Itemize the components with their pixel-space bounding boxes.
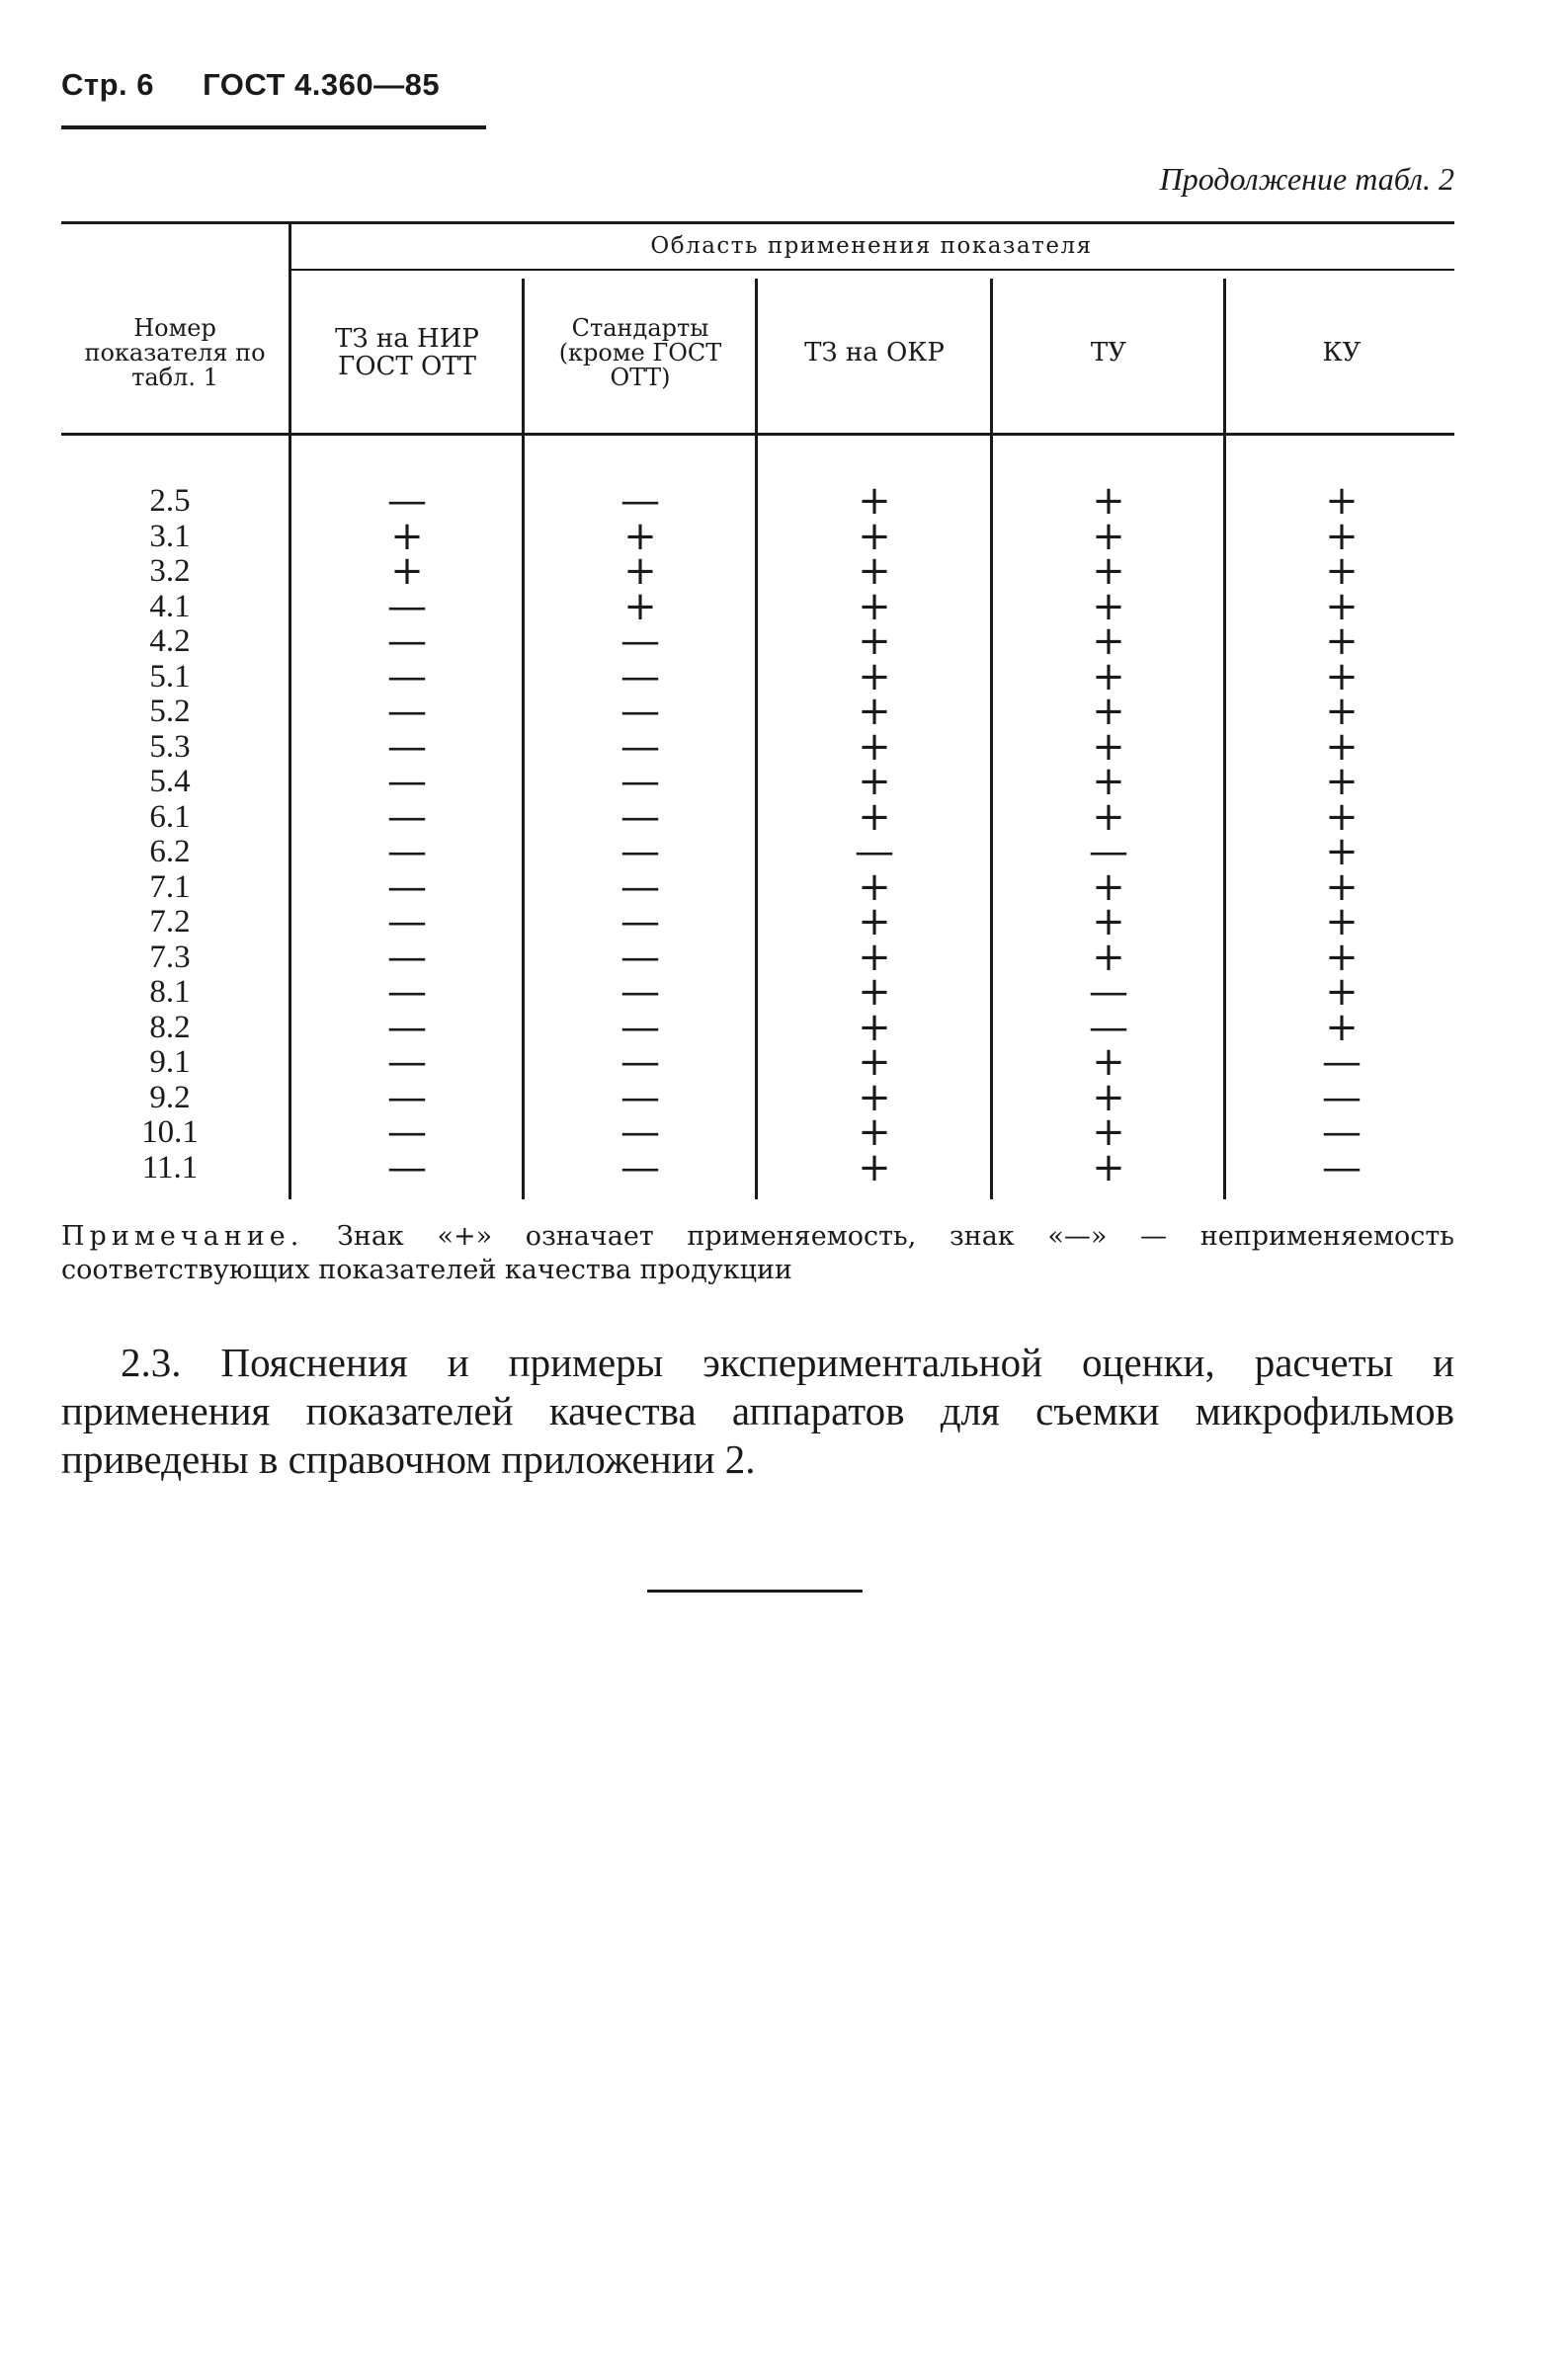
table-cell: — <box>620 759 660 804</box>
row-number: 6.2 <box>149 834 191 869</box>
end-rule <box>647 1590 863 1593</box>
table-cell: + <box>1325 583 1359 629</box>
table-cell: + <box>1092 934 1125 980</box>
row-number: 5.4 <box>149 764 191 799</box>
row-number: 4.2 <box>149 623 191 659</box>
table-cell: + <box>858 934 891 980</box>
note-label: Примечание. <box>61 1221 304 1252</box>
table-divider-4 <box>990 279 993 1199</box>
row-number: 9.1 <box>149 1044 191 1080</box>
table-cell: + <box>1325 478 1359 524</box>
table-cell: + <box>858 583 891 629</box>
table-cell: — <box>387 934 427 980</box>
row-number: 2.5 <box>149 483 191 519</box>
table-cell: — <box>620 899 660 944</box>
table-cell: — <box>387 618 427 664</box>
table-cell: — <box>387 583 427 629</box>
table-cell: + <box>1325 513 1359 559</box>
page-number: Стр. 6 <box>61 67 154 102</box>
table-cell: + <box>858 1144 891 1190</box>
row-number: 8.1 <box>149 974 191 1010</box>
table-cell: — <box>620 1004 660 1050</box>
table-cell: + <box>1325 723 1359 770</box>
table-cell: + <box>1092 759 1125 804</box>
table-cell: — <box>620 863 660 910</box>
row-number: 6.1 <box>149 798 191 835</box>
table-cell: — <box>387 759 427 804</box>
table-cell: — <box>620 723 660 770</box>
table-cell: + <box>1092 689 1125 734</box>
table-divider-1 <box>289 221 291 1199</box>
table-note <box>61 1220 1454 1287</box>
table-cell: + <box>1092 1039 1125 1085</box>
table-cell: + <box>858 759 891 804</box>
row-number: 10.1 <box>141 1114 199 1150</box>
table-cell: — <box>620 1109 660 1155</box>
table-cell: — <box>387 478 427 524</box>
table-cell: + <box>858 653 891 699</box>
table-cell: — <box>387 829 427 874</box>
row-number: 4.1 <box>149 588 191 624</box>
table-cell: + <box>858 689 891 734</box>
table-cell: + <box>1325 863 1359 910</box>
table-cell: — <box>620 1144 660 1190</box>
table-cell: — <box>1322 1074 1362 1120</box>
table-cell: + <box>858 969 891 1015</box>
table-cell: — <box>1089 829 1128 874</box>
table-cell: + <box>623 583 657 629</box>
table-cell: + <box>858 899 891 944</box>
table-cell: — <box>387 899 427 944</box>
group-header: Область применения показателя <box>650 232 1093 259</box>
table-cell: + <box>390 548 424 594</box>
table-cell: + <box>1092 723 1125 770</box>
column-header-tz-nir: ТЗ на НИР ГОСТ ОТТ <box>335 324 479 381</box>
values-column-tz-okr <box>761 478 988 1190</box>
table-cell: + <box>858 1039 891 1085</box>
table-cell: — <box>387 723 427 770</box>
table-cell: — <box>387 1004 427 1050</box>
table-cell: + <box>1092 863 1125 910</box>
table-cell: — <box>620 618 660 664</box>
row-number: 3.1 <box>149 518 191 554</box>
table-cell: — <box>387 1109 427 1155</box>
table-cell: — <box>620 793 660 840</box>
values-column-tu <box>996 478 1221 1190</box>
table-cell: + <box>1092 1144 1125 1190</box>
table-cell: + <box>1092 478 1125 524</box>
table-divider-3 <box>755 279 758 1199</box>
table-cell: — <box>387 1144 427 1190</box>
row-number: 5.2 <box>149 694 191 729</box>
table-cell: — <box>1322 1144 1362 1190</box>
table-cell: + <box>1325 934 1359 980</box>
row-number: 5.1 <box>149 658 191 695</box>
table-cell: — <box>387 863 427 910</box>
values-column-tz-nir <box>294 478 520 1190</box>
table-cell: + <box>1092 1074 1125 1120</box>
row-number-column <box>61 484 279 1186</box>
table-cell: + <box>1325 899 1359 944</box>
table-cell: — <box>620 829 660 874</box>
table-cell: + <box>1325 759 1359 804</box>
table-cell: + <box>1325 829 1359 874</box>
table-cell: — <box>620 1039 660 1085</box>
table-divider-2 <box>522 279 525 1199</box>
table-cell: + <box>858 618 891 664</box>
column-header-ku: КУ <box>1322 337 1362 368</box>
table-cell: + <box>858 513 891 559</box>
table-cell: — <box>387 1039 427 1085</box>
table-cell: + <box>1092 653 1125 699</box>
column-header-standards: Стандарты (кроме ГОСТ ОТТ) <box>558 313 722 392</box>
table-cell: + <box>858 1004 891 1050</box>
table-cell: + <box>623 548 657 594</box>
table-cell: — <box>620 478 660 524</box>
row-number: 8.2 <box>149 1009 191 1045</box>
table-cell: + <box>1092 513 1125 559</box>
table-cell: + <box>1092 583 1125 629</box>
table-cell: — <box>1322 1039 1362 1085</box>
table-cell: + <box>1092 618 1125 664</box>
values-column-standards <box>528 478 753 1190</box>
table-cell: — <box>387 969 427 1015</box>
table-cell: — <box>387 689 427 734</box>
table-cell: + <box>623 513 657 559</box>
table-cell: + <box>858 1109 891 1155</box>
section-2-3-paragraph: 2.3. Пояснения и примеры экспериментальной оценки, расчеты и применения показателей качества аппаратов для съемки микрофильмов приведены в справочном приложении 2. <box>61 1340 1454 1483</box>
table-cell: + <box>1092 899 1125 944</box>
table-cell: — <box>620 689 660 734</box>
table-cell: — <box>387 1074 427 1120</box>
table-cell: + <box>1092 548 1125 594</box>
table-cell: — <box>1089 969 1128 1015</box>
table-cell: — <box>620 1074 660 1120</box>
table-cell: + <box>1092 1109 1125 1155</box>
table-cell: + <box>1325 969 1359 1015</box>
table-cell: + <box>858 723 891 770</box>
group-header-rule <box>289 269 1454 271</box>
values-column-ku <box>1229 478 1454 1190</box>
row-number: 7.1 <box>149 868 191 905</box>
table-cell: — <box>1089 1004 1128 1050</box>
table-cell: — <box>387 793 427 840</box>
table-cell: + <box>1325 793 1359 840</box>
table-divider-5 <box>1223 279 1226 1199</box>
column-header-tz-okr: ТЗ на ОКР <box>804 337 945 368</box>
header-rule <box>61 125 486 129</box>
row-number: 7.3 <box>149 939 191 975</box>
row-number: 11.1 <box>141 1149 199 1186</box>
table-cell: + <box>1325 548 1359 594</box>
table-cell: + <box>1092 793 1125 840</box>
table-cell: — <box>855 829 894 874</box>
table-cell: + <box>858 548 891 594</box>
table-cell: + <box>858 1074 891 1120</box>
table-cell: + <box>858 478 891 524</box>
row-number: 5.3 <box>149 728 191 765</box>
table-cell: + <box>390 513 424 559</box>
table-cell: — <box>387 653 427 699</box>
table-cell: + <box>1325 689 1359 734</box>
table-cell: + <box>1325 1004 1359 1050</box>
header-bottom-rule <box>61 433 1454 436</box>
table-continuation-label: Продолжение табл. 2 <box>1159 161 1454 197</box>
table-cell: + <box>858 863 891 910</box>
row-number-header: Номер показателя по табл. 1 <box>84 313 266 392</box>
table-cell: — <box>620 969 660 1015</box>
row-number: 7.2 <box>149 904 191 940</box>
table-cell: — <box>620 934 660 980</box>
page-header <box>61 67 486 103</box>
table-cell: + <box>1325 618 1359 664</box>
table-cell: + <box>858 793 891 840</box>
row-number: 9.2 <box>149 1079 191 1115</box>
table-cell: — <box>620 653 660 699</box>
table-cell: + <box>1325 653 1359 699</box>
column-header-tu: ТУ <box>1090 337 1127 368</box>
standard-code: ГОСТ 4.360—85 <box>203 67 441 102</box>
table-cell: — <box>1322 1109 1362 1155</box>
note-text: Знак «+» означает применяемость, знак «—» — неприменяемость соответствующих показателей качества продукции <box>61 1221 1454 1286</box>
row-number: 3.2 <box>149 553 191 589</box>
